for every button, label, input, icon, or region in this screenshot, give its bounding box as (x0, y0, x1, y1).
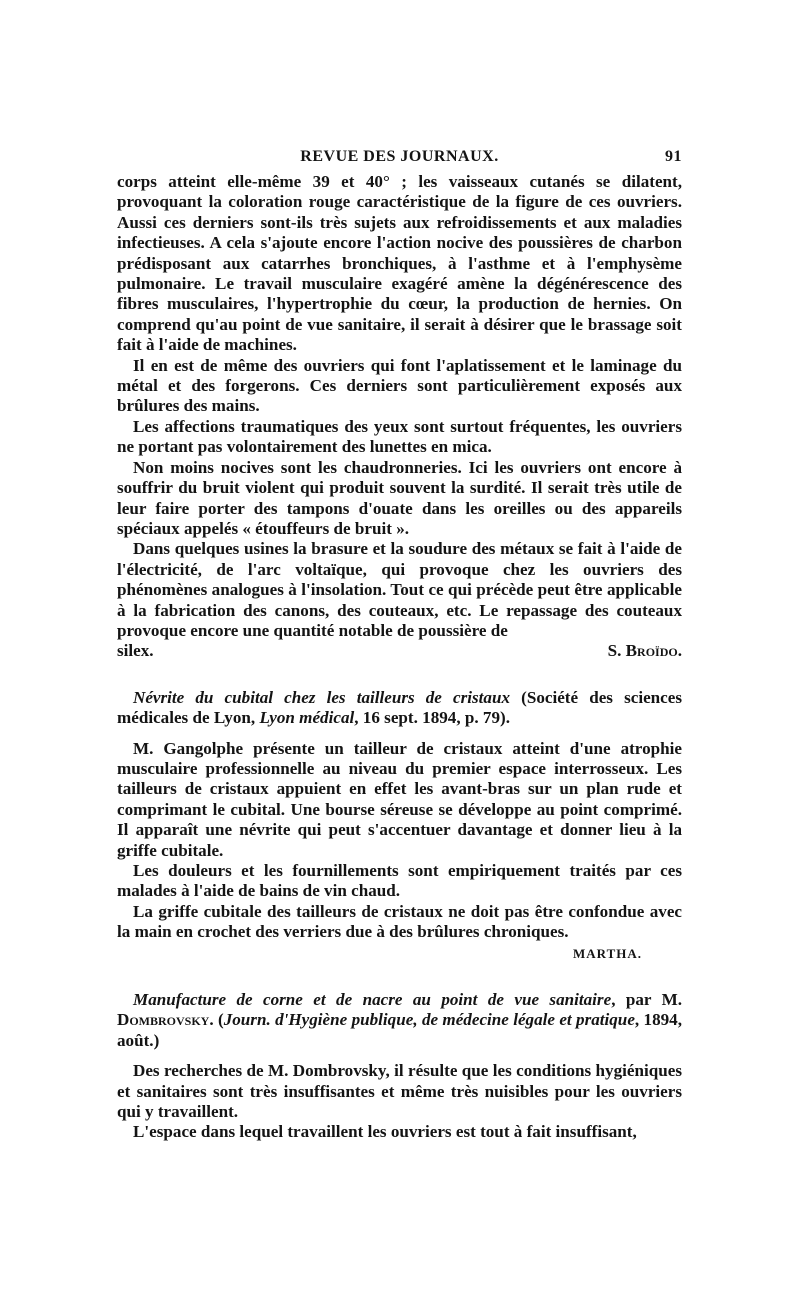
paragraph: L'espace dans lequel travaillent les ouvriers est tout à fait insuffisant, (133, 1122, 637, 1142)
running-title: REVUE DES JOURNAUX. (300, 148, 499, 165)
paragraph: Des recherches de M. Dombrovsky, il résulte que les conditions hygiéniques et sanitaires sont très insuffisantes et même très nuisibles pour les ouvriers qui y travaillent. (117, 1061, 682, 1122)
paragraph: M. Gangolphe présente un tailleur de cristaux atteint d'une atrophie musculaire professionnelle au niveau du premier espace interrosseux. Les tailleurs de cristaux appuient en effet les avant-bras sur un plan rude et comprimant le cubital. Une bourse séreuse se développe au point comprimé. Il apparaît une névrite qui peut s'accentuer davantage et donner lieu à la griffe cubitale. (117, 738, 682, 860)
article-citation: , 16 sept. 1894, p. 79). (354, 708, 510, 728)
paragraph: Les affections traumatiques des yeux sont surtout fréquentes, les ouvriers ne portant pas volontairement des lunettes en mica. (117, 416, 682, 457)
article-heading (117, 990, 682, 1051)
article-citation: , 1894, août.) (117, 1010, 682, 1050)
journal-name: Journ. d'Hygiène publique, de médecine légale et pratique (223, 1010, 635, 1030)
paragraph-last-line: silex. (117, 641, 154, 661)
paragraph: Non moins nocives sont les chaudronneries. Ici les ouvriers ont encore à souffrir du bruit violent qui produit souvent la surdité. Il serait très utile de leur faire porter des tampons d'ouate dans les oreilles ou des appareils spéciaux appelés « étouffeurs de bruit ». (117, 457, 682, 538)
paragraph: Dans quelques usines la brasure et la soudure des métaux se fait à l'aide de l'électricité, de l'arc voltaïque, qui provoque chez les ouvriers des phénomènes analogues à l'insolation. Tout ce qui précède peut être applicable à la fabrication des canons, des couteaux, etc. Le repassage des couteaux provoque encore une quantité notable de poussière de (117, 539, 682, 640)
paragraph-end-with-signature (117, 641, 682, 661)
article-source: (Société des sciences médicales de Lyon, (117, 687, 682, 728)
article-heading (117, 688, 682, 729)
article-title: Manufacture de corne et de nacre au point de vue sanitaire (133, 990, 612, 1010)
journal-name: Lyon médical (259, 708, 355, 728)
page-number: 91 (665, 148, 682, 165)
article-citation-open: . ( (209, 1010, 224, 1030)
article-by: , par M. (611, 990, 683, 1010)
article-author: Dombrovsky (117, 1010, 210, 1030)
paragraph: La griffe cubitale des tailleurs de cristaux ne doit pas être confondue avec la main en crochet des verriers due à des brûlures chroniques. (117, 901, 682, 942)
author-signature: MARTHA. (572, 945, 642, 961)
article-title: Névrite du cubital chez les tailleurs de cristaux (133, 687, 511, 707)
paragraph: Les douleurs et les fournillements sont empiriquement traités par ces malades à l'aide de bains de vin chaud. (117, 861, 682, 901)
paragraph: corps atteint elle-même 39 et 40° ; les vaisseaux cutanés se dilatent, provoquant la coloration rouge caractéristique de la figure de ces ouvriers. Aussi ces derniers sont-ils très sujets aux refroidissements et aux maladies infectieuses. A cela s'ajoute encore l'action nocive des poussières de charbon prédisposant aux catarrhes bronchiques, à l'asthme et à l'emphysème pulmonaire. Le travail musculaire exagéré amène la dégénérescence des fibres musculaires, l'hypertrophie du cœur, la production de hernies. On comprend qu'au point de vue sanitaire, il serait à désirer que le brassage soit fait à l'aide de machines. (117, 172, 682, 355)
article-body (117, 172, 682, 1143)
running-header (117, 144, 682, 172)
author-signature: S. Broïdo. (607, 641, 682, 661)
paragraph: Il en est de même des ouvriers qui font l'aplatissement et le laminage du métal et des forgerons. Ces derniers sont particulièrement exposés aux brûlures des mains. (117, 355, 682, 416)
